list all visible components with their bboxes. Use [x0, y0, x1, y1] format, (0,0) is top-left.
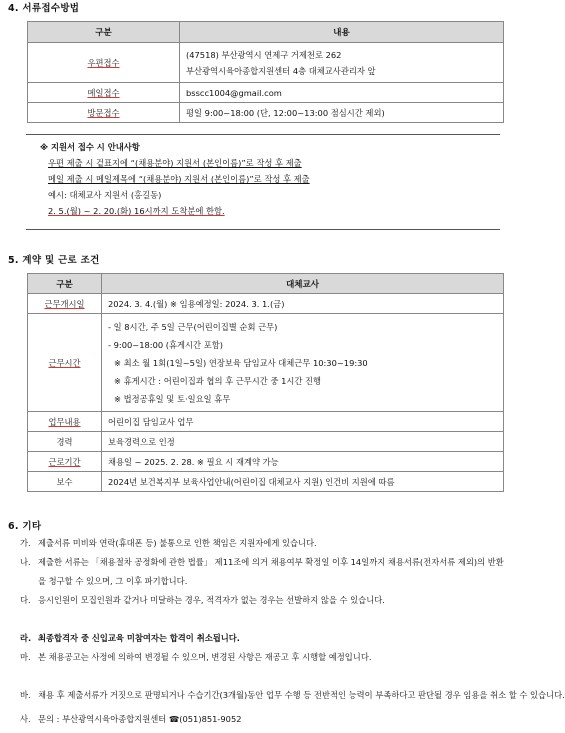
row-label-start-date: 근무개시일: [28, 294, 102, 314]
row-label-email: 메일접수: [28, 83, 180, 103]
work-hours-line-4: ※ 휴게시간 : 어린이집과 협의 후 근무시간 중 1시간 진행: [114, 375, 322, 386]
row-label-work-hours: 근무시간: [28, 314, 102, 412]
work-hours-cell: [102, 314, 504, 412]
item-marker: 마.: [20, 652, 31, 662]
item-text: 응시인원이 모집인원과 같거나 미달하는 경우, 적격자가 없는 경우는 선발하지 않을 수 있습니다.: [38, 595, 385, 605]
item-text: 제출서류 미비와 연락(휴대폰 등) 불통으로 인한 책임은 지원자에게 있습니다.: [38, 538, 317, 548]
mail-address-cell: [180, 43, 504, 83]
submission-notice-box: [26, 134, 500, 230]
contract-conditions-table: [27, 273, 504, 492]
career-value: 보육경력으로 인정: [102, 432, 504, 452]
col-header-category: 구분: [28, 274, 102, 294]
item-text: 채용 후 제출서류가 거짓으로 판명되거나 수습기간(3개월)동안 업무 수행 등 전반적인 능력이 부족하다고 판단될 경우 임용을 취소 할 수 있습니다.: [38, 690, 565, 700]
item-marker: 라.: [20, 633, 32, 643]
item-marker: 나.: [20, 557, 31, 567]
col-header-category: 구분: [28, 22, 180, 43]
row-label-contract-period: 근로기간: [28, 452, 102, 472]
duties-value: 어린이집 담임교사 업무: [102, 412, 504, 432]
row-label-career: 경력: [28, 432, 102, 452]
item-text: 본 채용공고는 사정에 의하여 변경될 수 있으며, 변경된 사항은 재공고 후 시행할 예정입니다.: [38, 652, 372, 662]
col-header-substitute-teacher: 대체교사: [102, 274, 504, 294]
item-text: 제출한 서류는 「채용절차 공정화에 관한 법률」 제11조에 의거 채용여부 확정일 이후 14일까지 채용서류(전자서류 제외)의 반환을 청구할 수 있으며, 그 이후 파기합니다.: [38, 557, 504, 586]
work-hours-line-1: - 일 8시간, 주 5일 근무(어린이집별 순회 근무): [108, 321, 278, 332]
row-label-mail: 우편접수: [28, 43, 180, 83]
section-4-title: 4. 서류접수방법: [8, 3, 80, 14]
row-label-salary: 보수: [28, 472, 102, 492]
item-marker: 가.: [20, 538, 31, 548]
row-label-visit: 방문접수: [28, 103, 180, 123]
col-header-content: 내용: [180, 22, 504, 43]
notice-line-email: 메일 제출 시 메일제목에 “(채용분야) 지원서 (본인이름)”로 작성 후 제출: [48, 174, 310, 184]
notice-heading: ※ 지원서 접수 시 안내사항: [40, 142, 140, 152]
start-date-value: 2024. 3. 4.(월) ※ 임용예정일: 2024. 3. 1.(금): [102, 294, 504, 314]
notice-line-deadline: 2. 5.(월) ~ 2. 20.(화) 16시까지 도착분에 한함.: [48, 206, 225, 216]
email-address: bsscc1004@gmail.com: [180, 83, 504, 103]
notice-line-example: 예시: 대체교사 지원서 (홍길동): [48, 190, 162, 200]
contact-info: 문의 : 부산광역시육아종합지원센터 ☎(051)851-9052: [38, 714, 242, 724]
work-hours-line-2: - 9:00~18:00 (휴게시간 포함): [108, 339, 223, 350]
item-text: 최종합격자 중 신입교육 미참여자는 합격이 취소됩니다.: [38, 633, 240, 643]
notice-line-mail: 우편 제출 시 겉표지에 “(채용분야) 지원서 (본인이름)”로 작성 후 제출: [48, 158, 302, 168]
item-marker: 바.: [20, 690, 31, 700]
section-6-title: 6. 기타: [8, 521, 42, 532]
item-marker: 사.: [20, 714, 31, 724]
work-hours-line-3: ※ 최소 월 1회(1일~5일) 연장보육 담임교사 대체근무 10:30~19:30: [114, 357, 368, 368]
submission-method-table: [27, 21, 504, 123]
row-label-duties: 업무내용: [28, 412, 102, 432]
work-hours-line-5: ※ 법정공휴일 및 토·일요일 휴무: [114, 393, 231, 404]
item-marker: 다.: [20, 595, 31, 605]
visit-hours: 평일 9:00~18:00 (단, 12:00~13:00 점심시간 제외): [180, 103, 504, 123]
section-5-title: 5. 계약 및 근로 조건: [8, 255, 100, 266]
salary-value: 2024년 보건복지부 보육사업안내(어린이집 대체교사 지원) 인건비 지원에 따름: [102, 472, 504, 492]
mail-address-line-1: (47518) 부산광역시 연제구 거제천로 262: [186, 49, 342, 60]
contract-period-value: 채용일 ~ 2025. 2. 28. ※ 필요 시 재계약 가능: [102, 452, 504, 472]
mail-address-line-2: 부산광역시육아종합지원센터 4층 대체교사관리자 앞: [186, 65, 376, 76]
